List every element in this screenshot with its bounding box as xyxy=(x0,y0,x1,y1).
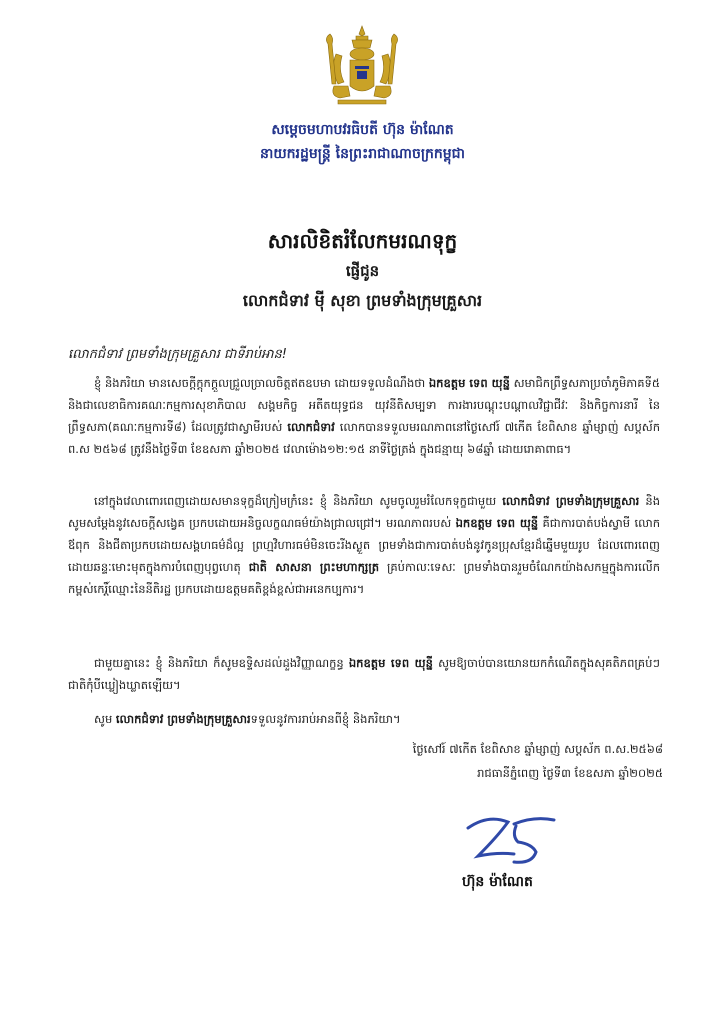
salutation: លោកជំទាវ ព្រមទាំងក្រុមគ្រួសារ ជាទីរាប់អាន! xyxy=(68,347,288,362)
closing-paragraph xyxy=(68,708,660,730)
emphasized-text: ឯកឧត្តម ទេព យុន្នី xyxy=(348,656,433,670)
body-text: នៅក្នុងវេលាពោរពេញដោយសមានទុក្ខដ៏ក្រៀមក្រំនេះ ខ្ញុំ និងភរិយា សូមចូលរួមរំលែកទុក្ខជាមួយ xyxy=(94,494,503,508)
emphasized-text: ឯកឧត្តម ទេព យុន្នី xyxy=(455,516,539,530)
body-text: ទទួលនូវការរាប់អានពីខ្ញុំ និងភរិយា។ xyxy=(250,712,401,726)
addressed-to-label: ផ្ញើជូន xyxy=(345,262,380,280)
signer-name: ហ៊ុន ម៉ាណែត xyxy=(462,874,533,890)
emphasized-text: លោកជំទាវ ព្រមទាំងក្រុមគ្រួសារ xyxy=(115,712,251,726)
letter-title: សារលិខិតរំលែកមរណទុក្ខ xyxy=(267,229,458,253)
royal-coat-of-arms-emblem xyxy=(322,24,402,108)
body-text: ខ្ញុំ និងភរិយា មានសេចក្ដីក្ដុកក្ដួលជ្រួលច្រាលចិត្តឥតឧបមា ដោយទទួលដំណឹងថា xyxy=(94,376,429,390)
body-text: ជាមួយគ្នានេះ ខ្ញុំ និងភរិយា ក៏សូមឧទ្ទិសដល់ដួងវិញ្ញាណក្ខន្ធ xyxy=(94,656,349,670)
sender-name: សម្ដេចមហាបវរធិបតី ហ៊ុន ម៉ាណែត xyxy=(271,122,454,138)
body-text: លោកបានទទួលមរណភាពនៅថ្ងៃសៅរ៍ ៧កើត ខែពិសាខ ឆ្នាំម្សាញ់ សប្តស័ក ព.ស ២៥៦៨ ត្រូវនឹងថ្ងៃទី៣ ខែឧសភា ឆ្នាំ២០២៥ វេលាម៉ោង១២:១៥ នាទីថ្ងៃត្រង់ ក្នុងជន្មាយុ ៦៨ឆ្នាំ ដោយរោគាពាធ។ xyxy=(68,420,660,456)
emphasized-text: លោកជំទាវ xyxy=(287,420,335,434)
body-paragraph-1 xyxy=(68,372,660,460)
date-solar: រាជធានីភ្នំពេញ ថ្ងៃទី៣ ខែឧសភា ឆ្នាំ២០២៥ xyxy=(477,766,663,780)
body-paragraph-2 xyxy=(68,490,660,600)
body-text: គ្រប់កាលៈទេសៈ ព្រមទាំងបានរួមចំណែកយ៉ាងសកម្មក្នុងការលើកកម្ពស់កេរ្តិ៍ឈ្មោះនៃនីតិរដ្ឋ ប្រកបដោយឧត្តមគតិខ្ពង់ខ្ពស់ជាអនេកប្បការ។ xyxy=(68,560,660,596)
emphasized-text: ជាតិ សាសនា ព្រះមហាក្សត្រ xyxy=(248,560,380,574)
date-lunar: ថ្ងៃសៅរ៍ ៧កើត ខែពិសាខ ឆ្នាំម្សាញ់ សប្តស័ក ព.ស.២៥៦៨ xyxy=(412,742,663,756)
handwritten-signature xyxy=(438,800,588,870)
emphasized-text: ឯកឧត្តម ទេព យុន្នី xyxy=(428,376,510,390)
body-text: សូមឱ្យចាប់បានយោនយកកំណើតក្នុងសុគតិភពគ្រប់ៗជាតិកុំបីឃ្លៀងឃ្លាតឡើយ។ xyxy=(68,656,660,692)
body-text: និងសូមសម្តែងនូវសេចក្តីសង្វេគ ប្រកបដោយអនិច្ចលក្ខណធម៌យ៉ាងជ្រាលជ្រៅ។ មរណភាពរបស់ xyxy=(68,494,660,530)
body-text: គឺជាការបាត់បង់ស្វាមី លោកឪពុក និងជីតាប្រកបដោយសង្គហធម៌ដ៏ល្អ ព្រហ្មវិហារធម៌មិនចេះរីងស្ងួត ព្រមទាំងជាការបាត់បង់នូវកូនប្រុសខ្មែរដ៏ឆ្នើមមួយរូប ដែលពោរពេញដោយឆន្ទៈមោះមុតក្នុងការបំពេញបុព្វហេតុ xyxy=(68,516,661,574)
body-paragraph-3 xyxy=(68,652,660,696)
emphasized-text: លោកជំទាវ ព្រមទាំងក្រុមគ្រួសារ xyxy=(502,494,640,508)
recipient-name: លោកជំទាវ ម៉ី សុខា ព្រមទាំងក្រុមគ្រួសារ xyxy=(242,291,483,310)
sender-title: នាយករដ្ឋមន្ត្រី នៃព្រះរាជាណាចក្រកម្ពុជា xyxy=(259,146,466,162)
body-text: សមាជិកព្រឹទ្ធសភាប្រចាំភូមិភាគទី៥ និងជាលេខាធិការគណៈកម្មការសុខាភិបាល សង្គមកិច្ច អតីតយុទ្ធជន យុវនីតិសម្បទា ការងារបណ្តុះបណ្តាលវិជ្ជាជីវៈ និងកិច្ចការនារី នៃព្រឹទ្ធសភា(គណៈកម្មការទី៨) ដែលត្រូវជាស្វាមីរបស់ xyxy=(68,376,660,434)
body-text: សូម xyxy=(94,712,116,726)
